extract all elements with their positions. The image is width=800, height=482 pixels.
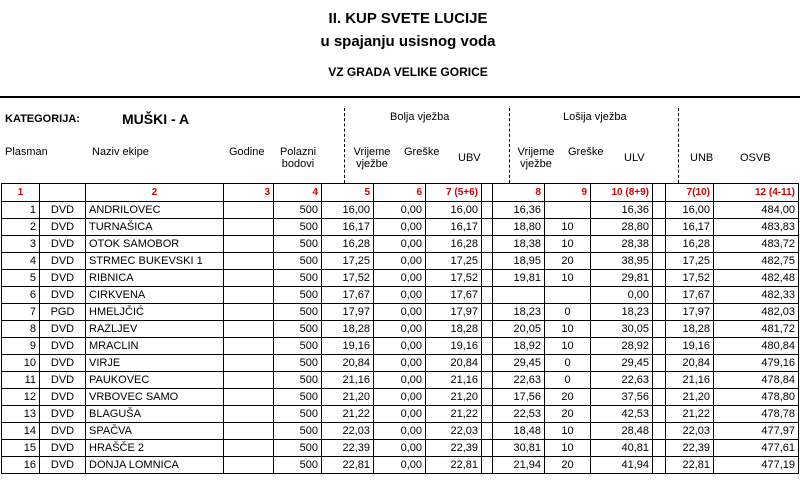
cell-osvb: 483,72	[714, 236, 799, 253]
cell-gap-a	[482, 304, 493, 321]
cell-gap-b	[653, 389, 666, 406]
cell-plasman: 16	[2, 457, 40, 474]
cell-plasman: 5	[2, 270, 40, 287]
cell-gap-a	[482, 423, 493, 440]
cell-ulv: 28,92	[591, 338, 653, 355]
cell-unb: 21,22	[666, 406, 714, 423]
cell-type: DVD	[40, 389, 86, 406]
cell-ubv: 21,22	[426, 406, 482, 423]
cell-osvb: 483,83	[714, 219, 799, 236]
cell-ulv: 28,38	[591, 236, 653, 253]
cell-gap-a	[482, 355, 493, 372]
cell-vrijeme-a: 18,28	[322, 321, 374, 338]
cell-vrijeme-b: 18,48	[493, 423, 545, 440]
col-number-greske-b: 9	[545, 184, 591, 202]
cell-plasman: 1	[2, 202, 40, 219]
cell-unb: 17,25	[666, 253, 714, 270]
column-number-row	[2, 184, 799, 202]
cell-team-name: DONJA LOMNICA	[86, 457, 224, 474]
cell-greske-b: 0	[545, 304, 591, 321]
cell-type: DVD	[40, 202, 86, 219]
cell-ubv: 18,28	[426, 321, 482, 338]
cell-gap-b	[653, 423, 666, 440]
page-subtitle: u spajanju usisnog voda	[320, 33, 496, 50]
cell-greske-b: 20	[545, 389, 591, 406]
cell-type: DVD	[40, 321, 86, 338]
cell-godine	[224, 440, 274, 457]
cell-polazni: 500	[274, 389, 322, 406]
cell-gap-a	[482, 440, 493, 457]
cell-greske-a: 0,00	[374, 287, 426, 304]
cell-godine	[224, 304, 274, 321]
col-number-polazni: 4	[274, 184, 322, 202]
cell-ubv: 22,81	[426, 457, 482, 474]
cell-gap-a	[482, 287, 493, 304]
cell-greske-a: 0,00	[374, 423, 426, 440]
cell-polazni: 500	[274, 219, 322, 236]
col-ulv-header: ULV	[624, 152, 645, 164]
col-vrijeme-header-1: Vrijeme	[353, 146, 391, 158]
col-number-greske-a: 6	[374, 184, 426, 202]
table-row	[2, 236, 799, 253]
table-row	[2, 423, 799, 440]
cell-greske-b: 20	[545, 406, 591, 423]
cell-type: DVD	[40, 457, 86, 474]
col-polazni-header-2: bodovi	[281, 158, 315, 170]
cell-type: DVD	[40, 253, 86, 270]
table-row	[2, 372, 799, 389]
cell-gap-b	[653, 304, 666, 321]
cell-team-name: RAZLJEV	[86, 321, 224, 338]
category-label: KATEGORIJA:	[5, 113, 80, 125]
cell-gap-b	[653, 372, 666, 389]
cell-osvb: 477,19	[714, 457, 799, 474]
col-vrijeme-b-header-2: vježbe	[520, 158, 552, 170]
cell-type: PGD	[40, 304, 86, 321]
cell-ulv: 28,48	[591, 423, 653, 440]
cell-greske-b: 20	[545, 253, 591, 270]
cell-ubv: 20,84	[426, 355, 482, 372]
cell-greske-b: 10	[545, 236, 591, 253]
divider-best	[344, 108, 345, 183]
divider-worst	[509, 108, 510, 183]
cell-godine	[224, 372, 274, 389]
cell-gap-a	[482, 338, 493, 355]
col-number-ulv: 10 (8+9)	[591, 184, 653, 202]
cell-ubv: 21,20	[426, 389, 482, 406]
cell-greske-a: 0,00	[374, 372, 426, 389]
cell-gap-a	[482, 372, 493, 389]
cell-greske-b	[545, 287, 591, 304]
cell-ulv: 37,56	[591, 389, 653, 406]
group-best-label: Bolja vježba	[390, 111, 450, 123]
table-row	[2, 253, 799, 270]
cell-type: DVD	[40, 440, 86, 457]
col-osvb-header: OSVB	[740, 152, 771, 164]
cell-type: DVD	[40, 372, 86, 389]
cell-greske-a: 0,00	[374, 338, 426, 355]
col-plasman-header: Plasman	[5, 146, 48, 158]
cell-gap-a	[482, 457, 493, 474]
cell-unb: 19,16	[666, 338, 714, 355]
cell-greske-a: 0,00	[374, 389, 426, 406]
cell-team-name: HRAŠČE 2	[86, 440, 224, 457]
cell-vrijeme-b: 18,92	[493, 338, 545, 355]
cell-polazni: 500	[274, 423, 322, 440]
cell-polazni: 500	[274, 253, 322, 270]
cell-polazni: 500	[274, 321, 322, 338]
cell-unb: 16,17	[666, 219, 714, 236]
cell-ubv: 17,25	[426, 253, 482, 270]
cell-vrijeme-b: 18,80	[493, 219, 545, 236]
cell-osvb: 484,00	[714, 202, 799, 219]
cell-gap-a	[482, 389, 493, 406]
cell-team-name: VRBOVEC SAMO	[86, 389, 224, 406]
cell-type: DVD	[40, 355, 86, 372]
col-number-plasman: 1	[2, 184, 40, 202]
cell-vrijeme-b: 19,81	[493, 270, 545, 287]
cell-gap-b	[653, 202, 666, 219]
cell-polazni: 500	[274, 338, 322, 355]
cell-plasman: 4	[2, 253, 40, 270]
cell-osvb: 481,72	[714, 321, 799, 338]
cell-gap-a	[482, 321, 493, 338]
cell-vrijeme-b: 21,94	[493, 457, 545, 474]
table-row	[2, 321, 799, 338]
cell-unb: 18,28	[666, 321, 714, 338]
cell-ulv: 41,94	[591, 457, 653, 474]
cell-greske-a: 0,00	[374, 321, 426, 338]
cell-ulv: 22,63	[591, 372, 653, 389]
cell-greske-b: 20	[545, 457, 591, 474]
cell-godine	[224, 236, 274, 253]
cell-ulv: 29,45	[591, 355, 653, 372]
cell-plasman: 7	[2, 304, 40, 321]
cell-unb: 21,16	[666, 372, 714, 389]
cell-vrijeme-b: 18,23	[493, 304, 545, 321]
cell-gap-a	[482, 270, 493, 287]
cell-gap-a	[482, 202, 493, 219]
cell-ubv: 17,52	[426, 270, 482, 287]
cell-polazni: 500	[274, 372, 322, 389]
cell-greske-a: 0,00	[374, 253, 426, 270]
table-row	[2, 389, 799, 406]
table-row	[2, 440, 799, 457]
col-number-gap-b	[653, 184, 666, 202]
col-unb-header: UNB	[690, 152, 714, 164]
cell-vrijeme-a: 21,20	[322, 389, 374, 406]
cell-gap-a	[482, 253, 493, 270]
col-greske-b-header: Greške	[568, 146, 604, 158]
cell-type: DVD	[40, 338, 86, 355]
cell-type: DVD	[40, 236, 86, 253]
cell-vrijeme-b: 18,38	[493, 236, 545, 253]
cell-vrijeme-a: 16,17	[322, 219, 374, 236]
cell-unb: 20,84	[666, 355, 714, 372]
cell-ulv: 40,81	[591, 440, 653, 457]
cell-ubv: 22,03	[426, 423, 482, 440]
cell-gap-b	[653, 406, 666, 423]
cell-vrijeme-b: 17,56	[493, 389, 545, 406]
cell-vrijeme-a: 22,03	[322, 423, 374, 440]
cell-polazni: 500	[274, 355, 322, 372]
table-row	[2, 270, 799, 287]
cell-plasman: 2	[2, 219, 40, 236]
page-title: II. KUP SVETE LUCIJE	[328, 10, 488, 27]
cell-type: DVD	[40, 270, 86, 287]
cell-gap-a	[482, 236, 493, 253]
header-rule	[0, 96, 800, 98]
cell-polazni: 500	[274, 440, 322, 457]
col-number-vrijeme-b: 8	[493, 184, 545, 202]
cell-polazni: 500	[274, 406, 322, 423]
cell-osvb: 480,84	[714, 338, 799, 355]
table-row	[2, 304, 799, 321]
divider-totals	[678, 108, 679, 183]
cell-ubv: 16,00	[426, 202, 482, 219]
cell-ulv: 0,00	[591, 287, 653, 304]
col-naziv-header: Naziv ekipe	[92, 146, 149, 158]
col-number-ubv: 7 (5+6)	[426, 184, 482, 202]
cell-gap-b	[653, 253, 666, 270]
col-number-team-name: 2	[86, 184, 224, 202]
col-vrijeme-b-header-1: Vrijeme	[517, 146, 555, 158]
cell-vrijeme-a: 16,28	[322, 236, 374, 253]
cell-greske-b: 10	[545, 270, 591, 287]
cell-team-name: HMELJČIĆ	[86, 304, 224, 321]
cell-unb: 22,81	[666, 457, 714, 474]
cell-greske-b: 10	[545, 423, 591, 440]
cell-team-name: MRACLIN	[86, 338, 224, 355]
cell-gap-b	[653, 338, 666, 355]
cell-unb: 21,20	[666, 389, 714, 406]
cell-ubv: 17,97	[426, 304, 482, 321]
cell-vrijeme-a: 17,97	[322, 304, 374, 321]
cell-vrijeme-a: 22,81	[322, 457, 374, 474]
cell-type: DVD	[40, 219, 86, 236]
organizer-title: VZ GRADA VELIKE GORICE	[328, 65, 488, 79]
results-table	[1, 183, 799, 474]
cell-greske-b: 10	[545, 321, 591, 338]
cell-greske-b: 0	[545, 372, 591, 389]
cell-ubv: 16,28	[426, 236, 482, 253]
cell-gap-b	[653, 457, 666, 474]
cell-godine	[224, 287, 274, 304]
cell-greske-a: 0,00	[374, 270, 426, 287]
cell-plasman: 8	[2, 321, 40, 338]
cell-plasman: 12	[2, 389, 40, 406]
cell-vrijeme-b: 29,45	[493, 355, 545, 372]
col-number-osvb: 12 (4-11)	[714, 184, 799, 202]
cell-team-name: VIRJE	[86, 355, 224, 372]
cell-team-name: ANDRILOVEC	[86, 202, 224, 219]
cell-vrijeme-a: 20,84	[322, 355, 374, 372]
cell-gap-a	[482, 406, 493, 423]
table-row	[2, 219, 799, 236]
cell-godine	[224, 338, 274, 355]
cell-unb: 17,67	[666, 287, 714, 304]
cell-plasman: 14	[2, 423, 40, 440]
cell-team-name: OTOK SAMOBOR	[86, 236, 224, 253]
cell-osvb: 478,80	[714, 389, 799, 406]
cell-ulv: 18,23	[591, 304, 653, 321]
cell-godine	[224, 355, 274, 372]
cell-greske-a: 0,00	[374, 304, 426, 321]
cell-godine	[224, 202, 274, 219]
cell-ubv: 17,67	[426, 287, 482, 304]
cell-vrijeme-a: 21,16	[322, 372, 374, 389]
col-godine-header: Godine	[229, 146, 265, 158]
cell-polazni: 500	[274, 304, 322, 321]
cell-ulv: 38,95	[591, 253, 653, 270]
cell-gap-b	[653, 287, 666, 304]
cell-unb: 22,03	[666, 423, 714, 440]
cell-greske-a: 0,00	[374, 355, 426, 372]
cell-ubv: 16,17	[426, 219, 482, 236]
cell-osvb: 482,48	[714, 270, 799, 287]
cell-vrijeme-b: 16,36	[493, 202, 545, 219]
cell-team-name: RIBNICA	[86, 270, 224, 287]
cell-osvb: 482,33	[714, 287, 799, 304]
table-row	[2, 287, 799, 304]
cell-polazni: 500	[274, 270, 322, 287]
col-greske-header: Greške	[404, 146, 440, 158]
table-row	[2, 202, 799, 219]
cell-vrijeme-a: 16,00	[322, 202, 374, 219]
col-vrijeme-header-2: vježbe	[356, 158, 388, 170]
cell-vrijeme-a: 17,52	[322, 270, 374, 287]
cell-ulv: 42,53	[591, 406, 653, 423]
cell-ulv: 16,36	[591, 202, 653, 219]
cell-godine	[224, 253, 274, 270]
cell-vrijeme-a: 19,16	[322, 338, 374, 355]
table-row	[2, 457, 799, 474]
cell-team-name: PAUKOVEC	[86, 372, 224, 389]
cell-gap-b	[653, 219, 666, 236]
cell-ulv: 30,05	[591, 321, 653, 338]
table-row	[2, 338, 799, 355]
cell-team-name: CIRKVENA	[86, 287, 224, 304]
cell-gap-b	[653, 270, 666, 287]
cell-godine	[224, 321, 274, 338]
cell-greske-a: 0,00	[374, 406, 426, 423]
cell-ulv: 28,80	[591, 219, 653, 236]
col-number-gap-a	[482, 184, 493, 202]
cell-plasman: 13	[2, 406, 40, 423]
cell-greske-b: 0	[545, 355, 591, 372]
cell-greske-a: 0,00	[374, 236, 426, 253]
cell-gap-b	[653, 440, 666, 457]
cell-greske-b: 10	[545, 219, 591, 236]
cell-greske-a: 0,00	[374, 219, 426, 236]
col-number-unb: 7(10)	[666, 184, 714, 202]
cell-greske-b: 10	[545, 338, 591, 355]
cell-unb: 16,00	[666, 202, 714, 219]
table-row	[2, 406, 799, 423]
cell-godine	[224, 423, 274, 440]
cell-osvb: 482,75	[714, 253, 799, 270]
cell-unb: 16,28	[666, 236, 714, 253]
cell-osvb: 482,03	[714, 304, 799, 321]
cell-ulv: 29,81	[591, 270, 653, 287]
col-polazni-header-1: Polazni	[279, 146, 317, 158]
cell-plasman: 9	[2, 338, 40, 355]
table-row	[2, 355, 799, 372]
cell-godine	[224, 389, 274, 406]
cell-vrijeme-b: 22,63	[493, 372, 545, 389]
cell-godine	[224, 219, 274, 236]
cell-greske-a: 0,00	[374, 202, 426, 219]
cell-vrijeme-b: 20,05	[493, 321, 545, 338]
cell-vrijeme-b	[493, 287, 545, 304]
cell-greske-a: 0,00	[374, 440, 426, 457]
cell-vrijeme-b: 22,53	[493, 406, 545, 423]
cell-polazni: 500	[274, 287, 322, 304]
cell-ubv: 21,16	[426, 372, 482, 389]
group-worst-label: Lošija vježba	[563, 111, 627, 123]
cell-gap-b	[653, 236, 666, 253]
cell-unb: 17,52	[666, 270, 714, 287]
category-value: MUŠKI - A	[122, 111, 190, 127]
cell-godine	[224, 406, 274, 423]
cell-greske-b: 10	[545, 440, 591, 457]
cell-osvb: 478,84	[714, 372, 799, 389]
cell-ubv: 19,16	[426, 338, 482, 355]
cell-vrijeme-b: 18,95	[493, 253, 545, 270]
cell-greske-a: 0,00	[374, 457, 426, 474]
cell-gap-a	[482, 219, 493, 236]
cell-team-name: STRMEC BUKEVSKI 1	[86, 253, 224, 270]
cell-type: DVD	[40, 406, 86, 423]
cell-osvb: 479,16	[714, 355, 799, 372]
cell-team-name: SPAČVA	[86, 423, 224, 440]
cell-type: DVD	[40, 287, 86, 304]
cell-vrijeme-a: 22,39	[322, 440, 374, 457]
cell-unb: 17,97	[666, 304, 714, 321]
cell-plasman: 10	[2, 355, 40, 372]
cell-osvb: 478,78	[714, 406, 799, 423]
col-ubv-header: UBV	[458, 152, 481, 164]
cell-polazni: 500	[274, 202, 322, 219]
cell-plasman: 6	[2, 287, 40, 304]
cell-plasman: 15	[2, 440, 40, 457]
cell-polazni: 500	[274, 457, 322, 474]
cell-polazni: 500	[274, 236, 322, 253]
cell-godine	[224, 270, 274, 287]
cell-osvb: 477,97	[714, 423, 799, 440]
cell-plasman: 3	[2, 236, 40, 253]
cell-godine	[224, 457, 274, 474]
col-number-vrijeme-a: 5	[322, 184, 374, 202]
cell-team-name: BLAGUŠA	[86, 406, 224, 423]
col-number-godine: 3	[224, 184, 274, 202]
cell-greske-b	[545, 202, 591, 219]
cell-unb: 22,39	[666, 440, 714, 457]
cell-ubv: 22,39	[426, 440, 482, 457]
cell-gap-b	[653, 355, 666, 372]
cell-osvb: 477,61	[714, 440, 799, 457]
cell-team-name: TURNAŠICA	[86, 219, 224, 236]
cell-vrijeme-a: 17,67	[322, 287, 374, 304]
cell-type: DVD	[40, 423, 86, 440]
cell-gap-b	[653, 321, 666, 338]
cell-vrijeme-b: 30,81	[493, 440, 545, 457]
col-number-type	[40, 184, 86, 202]
cell-plasman: 11	[2, 372, 40, 389]
cell-vrijeme-a: 17,25	[322, 253, 374, 270]
cell-vrijeme-a: 21,22	[322, 406, 374, 423]
